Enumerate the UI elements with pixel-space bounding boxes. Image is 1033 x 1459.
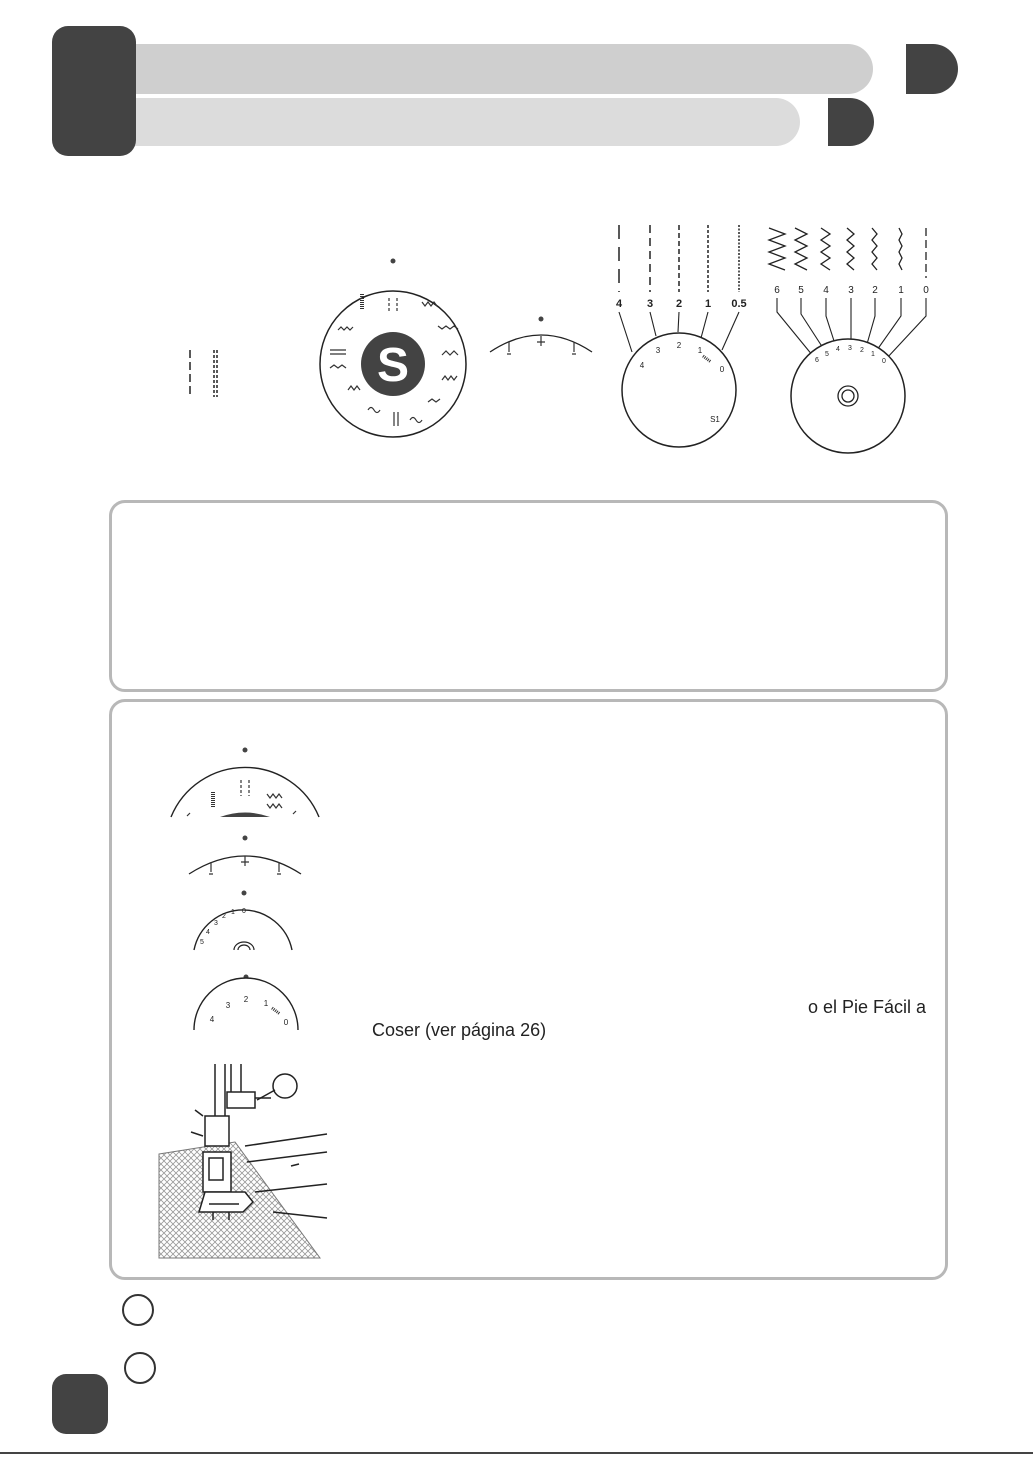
mini-length-0: 0 xyxy=(283,1018,289,1027)
stitch-width-diagram xyxy=(763,220,943,455)
stitch-sample-icons xyxy=(180,345,230,400)
panel2-text-line2: Coser (ver página 26) xyxy=(372,1020,547,1040)
width-dial-5: 5 xyxy=(825,351,829,358)
info-panel-top xyxy=(109,500,948,692)
marker-circle-1 xyxy=(122,1294,154,1326)
width-label-3: 3 xyxy=(848,285,854,296)
mini-width-1: 1 xyxy=(231,909,235,916)
width-dial-1: 1 xyxy=(871,351,875,358)
length-dial-1: 1 xyxy=(697,346,703,355)
pattern-dial-letter: S xyxy=(376,339,410,392)
panel2-text-line1: o el Pie Fácil a xyxy=(807,997,926,1017)
presser-foot-illustration xyxy=(155,1062,330,1260)
mini-width-0: 0 xyxy=(242,908,246,915)
width-label-5: 5 xyxy=(798,285,804,296)
width-dial-0: 0 xyxy=(882,358,886,365)
width-label-2: 2 xyxy=(872,285,878,296)
length-label-4: 4 xyxy=(615,298,623,310)
length-dial-3: 3 xyxy=(655,346,661,355)
mini-width-4: 4 xyxy=(206,929,210,936)
length-label-3: 3 xyxy=(646,298,654,310)
chapter-tab xyxy=(52,26,136,156)
width-label-0: 0 xyxy=(923,285,929,296)
page-number-tab xyxy=(52,1374,108,1434)
width-dial-4: 4 xyxy=(836,346,840,353)
footer-rule xyxy=(0,1452,1033,1454)
needle-position-arc xyxy=(486,312,598,362)
stitch-length-diagram xyxy=(600,220,760,455)
mini-needle-position-arc xyxy=(185,832,305,878)
width-dial-6: 6 xyxy=(815,357,819,364)
length-dial-2: 2 xyxy=(676,341,682,350)
length-dial-0: 0 xyxy=(719,365,725,374)
length-dial-s-mark: S1 xyxy=(710,415,720,424)
marker-circle-2 xyxy=(124,1352,156,1384)
length-dial-4: 4 xyxy=(639,361,645,370)
width-label-4: 4 xyxy=(823,285,829,296)
mini-width-2: 2 xyxy=(222,913,226,920)
header-bar-cap-secondary xyxy=(828,98,874,146)
mini-length-2: 2 xyxy=(243,995,249,1004)
width-dial-2: 2 xyxy=(860,347,864,354)
header-bar-secondary xyxy=(128,98,800,146)
mini-length-dial xyxy=(190,970,302,1032)
mini-length-3: 3 xyxy=(225,1001,231,1010)
width-label-6: 6 xyxy=(774,285,780,296)
mini-pattern-dial xyxy=(165,742,331,820)
mini-width-5: 5 xyxy=(200,939,204,946)
length-label-2: 2 xyxy=(675,298,683,310)
mini-width-dial xyxy=(190,886,296,952)
length-label-1: 1 xyxy=(704,298,712,310)
width-dial-knob-icon xyxy=(838,386,858,406)
header-bar-primary xyxy=(128,44,873,94)
header-bar-cap-primary xyxy=(906,44,958,94)
mini-length-4: 4 xyxy=(209,1015,215,1024)
length-label-05: 0.5 xyxy=(731,298,747,310)
mini-length-1: 1 xyxy=(263,999,269,1008)
width-label-1: 1 xyxy=(898,285,904,296)
width-dial-3: 3 xyxy=(848,345,852,352)
mini-width-3: 3 xyxy=(214,920,218,927)
pattern-selector-dial xyxy=(310,250,480,445)
